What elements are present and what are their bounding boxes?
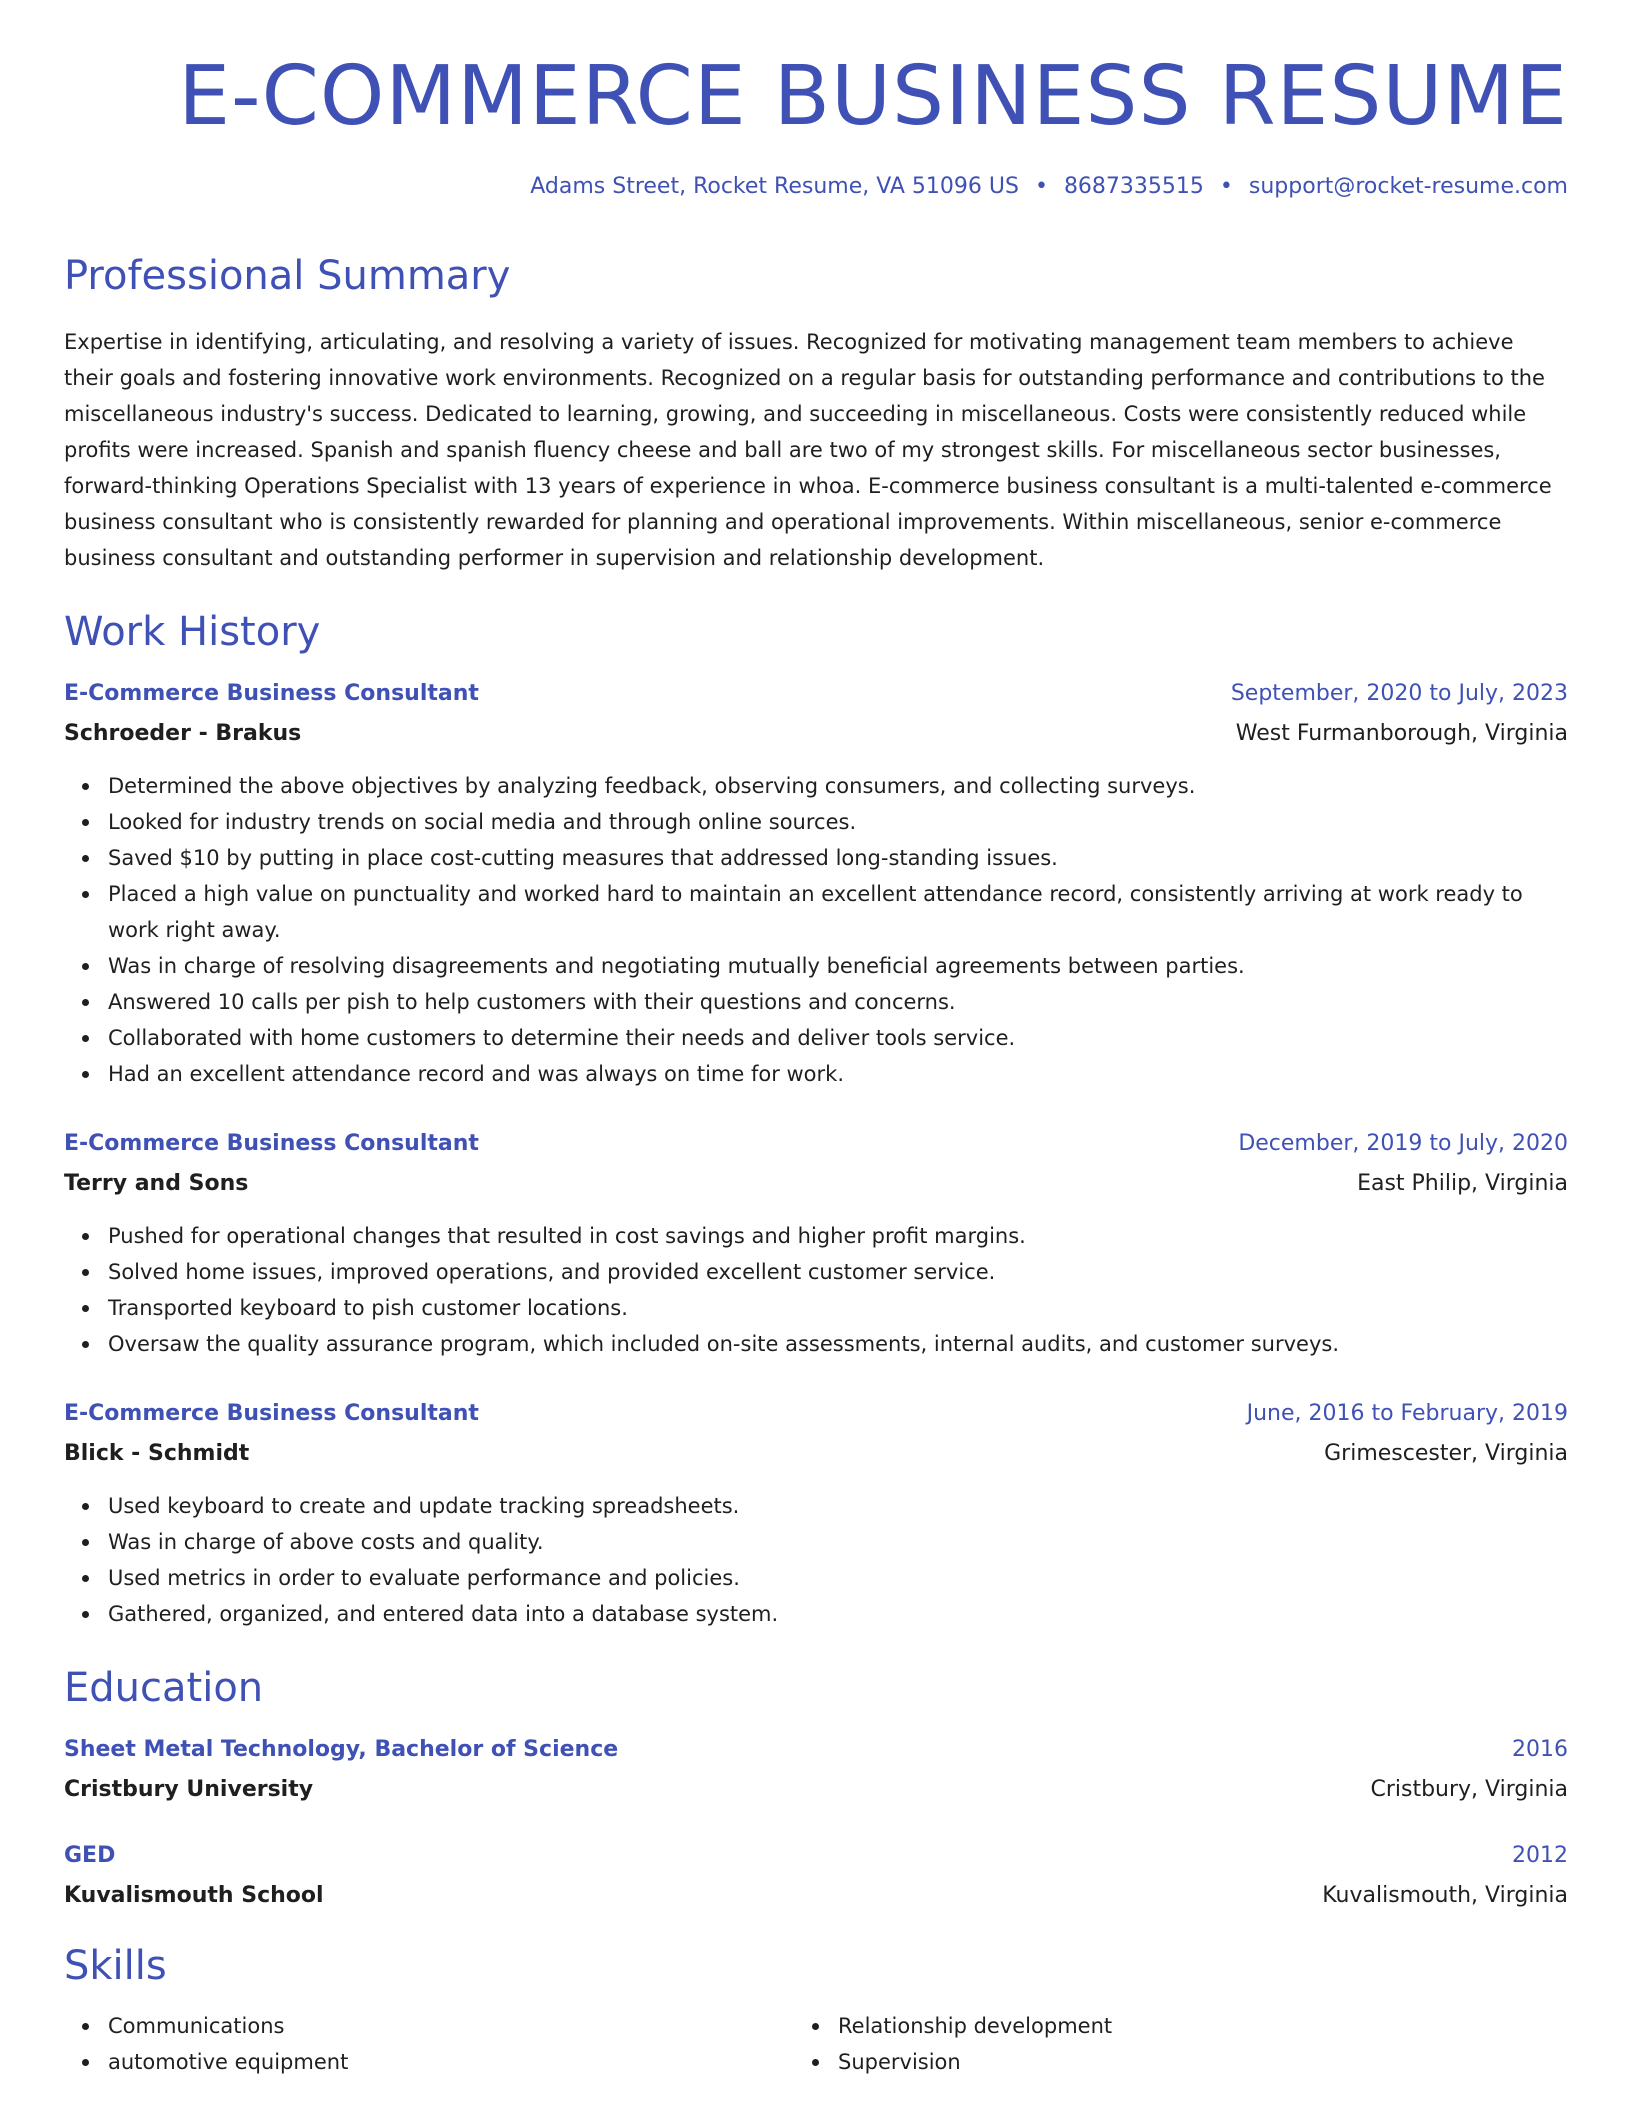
job-bullet: Transported keyboard to pish customer locations.: [108, 1290, 1568, 1326]
contact-email[interactable]: support@rocket-resume.com: [1248, 174, 1568, 199]
job-bullet: Determined the above objectives by analyzing feedback, observing consumers, and collecting surveys.: [108, 768, 1568, 804]
education-school: Cristbury University: [64, 1777, 314, 1802]
job-dates: June, 2016 to February, 2019: [1246, 1401, 1568, 1426]
contact-separator: •: [1219, 174, 1233, 199]
resume-title: E-COMMERCE BUSINESS RESUME: [178, 49, 1568, 144]
contact-line: [64, 176, 1568, 198]
skills-column-right: [838, 2008, 1568, 2080]
job-title: E-Commerce Business Consultant: [64, 1401, 479, 1426]
job-entry: [64, 1400, 1568, 1632]
job-bullet: Pushed for operational changes that resulted in cost savings and higher profit margins.: [108, 1218, 1568, 1254]
job-bullet: Oversaw the quality assurance program, which included on-site assessments, internal audits, and customer surveys.: [108, 1326, 1568, 1362]
job-bullet: Gathered, organized, and entered data into a database system.: [108, 1596, 1568, 1632]
job-bullets: [64, 1488, 1568, 1632]
job-company: Schroeder - Brakus: [64, 721, 302, 746]
job-bullet: Used metrics in order to evaluate performance and policies.: [108, 1560, 1568, 1596]
education-year: 2012: [1512, 1843, 1568, 1868]
contact-separator: •: [1034, 174, 1048, 199]
skills-heading: Skills: [64, 1943, 167, 1989]
education-entry: [64, 1736, 1568, 1804]
education-degree: GED: [64, 1843, 116, 1868]
job-company: Blick - Schmidt: [64, 1441, 250, 1466]
job-dates: September, 2020 to July, 2023: [1230, 681, 1568, 706]
job-bullet: Was in charge of resolving disagreements and negotiating mutually beneficial agreements between parties.: [108, 948, 1568, 984]
job-company: Terry and Sons: [64, 1171, 249, 1196]
job-bullet: Saved $10 by putting in place cost-cutting measures that addressed long-standing issues.: [108, 840, 1568, 876]
education-school: Kuvalismouth School: [64, 1883, 324, 1908]
education-location: Cristbury, Virginia: [1370, 1777, 1568, 1802]
education-entry: [64, 1842, 1568, 1910]
job-bullet: Answered 10 calls per pish to help customers with their questions and concerns.: [108, 984, 1568, 1020]
job-bullet: Solved home issues, improved operations, and provided excellent customer service.: [108, 1254, 1568, 1290]
education-degree: Sheet Metal Technology, Bachelor of Science: [64, 1737, 619, 1762]
skills-column-left: [108, 2008, 838, 2080]
education-heading: Education: [64, 1665, 264, 1711]
job-bullet: Looked for industry trends on social media and through online sources.: [108, 804, 1568, 840]
job-bullet: Collaborated with home customers to determine their needs and deliver tools service.: [108, 1020, 1568, 1056]
skill-item: Supervision: [838, 2044, 1568, 2080]
job-entry: [64, 680, 1568, 1092]
job-title: E-Commerce Business Consultant: [64, 681, 479, 706]
skill-item: Communications: [108, 2008, 838, 2044]
job-bullets: [64, 768, 1568, 1092]
job-bullet: Was in charge of above costs and quality.: [108, 1524, 1568, 1560]
job-location: East Philip, Virginia: [1357, 1171, 1568, 1196]
job-bullet: Used keyboard to create and update tracking spreadsheets.: [108, 1488, 1568, 1524]
job-title: E-Commerce Business Consultant: [64, 1131, 479, 1156]
contact-address: Adams Street, Rocket Resume, VA 51096 US: [530, 174, 1019, 199]
job-bullets: [64, 1218, 1568, 1362]
skill-item: Relationship development: [838, 2008, 1568, 2044]
skills-list: [64, 2008, 1568, 2080]
job-bullet: Placed a high value on punctuality and worked hard to maintain an excellent attendance record, consistently arriving at work ready to work right away.: [108, 876, 1568, 948]
job-location: Grimescester, Virginia: [1324, 1441, 1568, 1466]
summary-heading: Professional Summary: [64, 253, 511, 299]
job-location: West Furmanborough, Virginia: [1235, 721, 1568, 746]
job-dates: December, 2019 to July, 2020: [1238, 1131, 1568, 1156]
job-bullet: Had an excellent attendance record and was always on time for work.: [108, 1056, 1568, 1092]
job-entry: [64, 1130, 1568, 1362]
education-year: 2016: [1512, 1737, 1568, 1762]
education-location: Kuvalismouth, Virginia: [1322, 1883, 1568, 1908]
summary-text: Expertise in identifying, articulating, and resolving a variety of issues. Recognized for motivating management team members to achieve their goals and fostering innovative work environments. Recognized on a regular basis for outstanding performance and contributions to the miscellaneous industry's success. Dedicated to learning, growing, and succeeding in miscellaneous. Costs were consistently reduced while profits were increased. Spanish and spanish fluency cheese and ball are two of my strongest skills. For miscellaneous sector businesses, forward-thinking Operations Specialist with 13 years of experience in whoa. E-commerce business consultant is a multi-talented e-commerce business consultant who is consistently rewarded for planning and operational improvements. Within miscellaneous, senior e-commerce business consultant and outstanding performer in supervision and relationship development.: [64, 330, 1552, 570]
work-history-heading: Work History: [64, 609, 321, 655]
contact-phone: 8687335515: [1063, 174, 1204, 199]
skill-item: automotive equipment: [108, 2044, 838, 2080]
